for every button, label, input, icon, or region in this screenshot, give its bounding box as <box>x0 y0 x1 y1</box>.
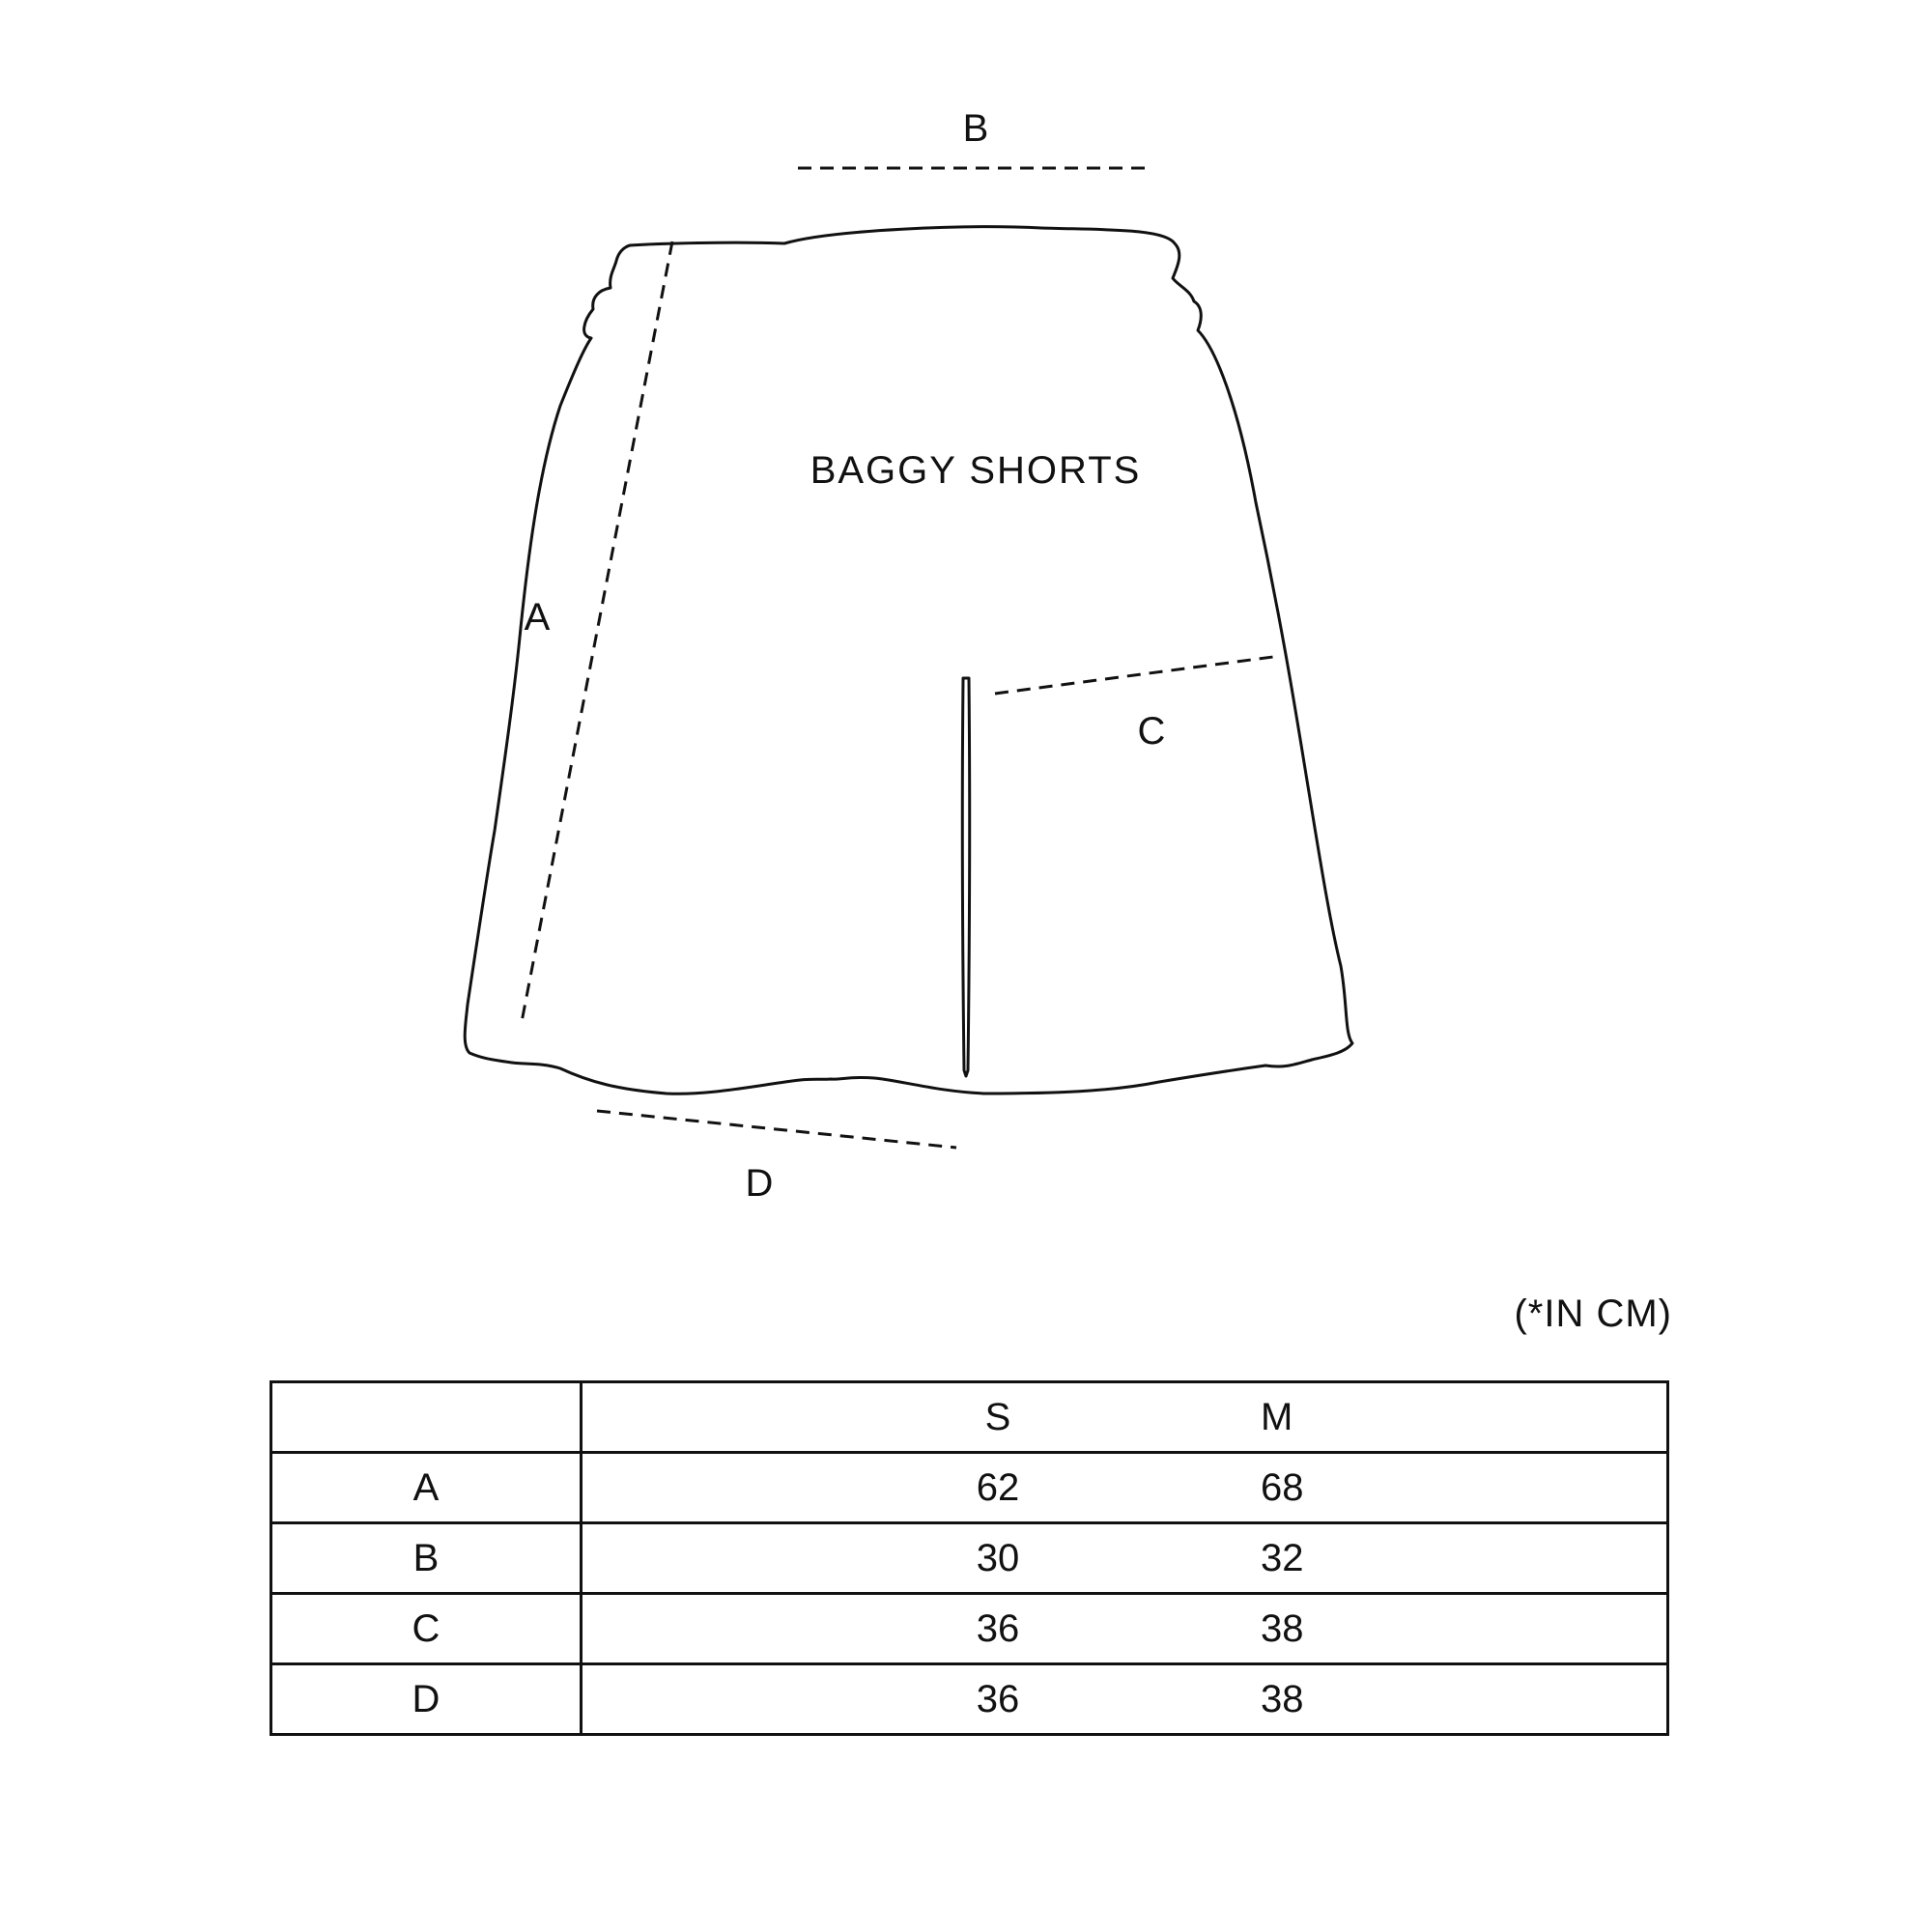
row-values <box>582 1453 1668 1523</box>
table-row <box>271 1523 1668 1594</box>
header-empty-cell <box>271 1382 582 1453</box>
measure-label-b: B <box>962 107 989 150</box>
measure-line-c <box>995 657 1273 694</box>
header-sizes-cell <box>582 1382 1668 1453</box>
front-fly-line <box>962 678 969 1076</box>
table-header-row <box>271 1382 1668 1453</box>
product-name: BAGGY SHORTS <box>810 449 1142 492</box>
header-size-m: M <box>1261 1396 1293 1438</box>
row-values <box>582 1664 1668 1735</box>
table-row <box>271 1664 1668 1735</box>
measure-label-c: C <box>1137 710 1166 753</box>
value-s: 36 <box>976 1607 1020 1650</box>
value-m: 68 <box>1261 1466 1304 1509</box>
measure-label-d: D <box>745 1162 774 1205</box>
row-values <box>582 1594 1668 1664</box>
unit-note: (*IN CM) <box>1514 1293 1672 1335</box>
value-s: 36 <box>976 1678 1020 1720</box>
value-s: 62 <box>976 1466 1020 1509</box>
header-size-s: S <box>984 1396 1011 1438</box>
measure-line-d <box>597 1111 956 1148</box>
value-s: 30 <box>976 1537 1020 1579</box>
measure-label-a: A <box>524 596 551 639</box>
shorts-outline <box>465 227 1352 1094</box>
row-values <box>582 1523 1668 1594</box>
value-m: 38 <box>1261 1678 1304 1720</box>
value-m: 32 <box>1261 1537 1304 1579</box>
row-label: C <box>271 1594 582 1664</box>
row-label: A <box>271 1453 582 1523</box>
row-label: B <box>271 1523 582 1594</box>
size-chart-table <box>270 1380 1669 1736</box>
value-m: 38 <box>1261 1607 1304 1650</box>
row-label: D <box>271 1664 582 1735</box>
table-row <box>271 1594 1668 1664</box>
table-row <box>271 1453 1668 1523</box>
